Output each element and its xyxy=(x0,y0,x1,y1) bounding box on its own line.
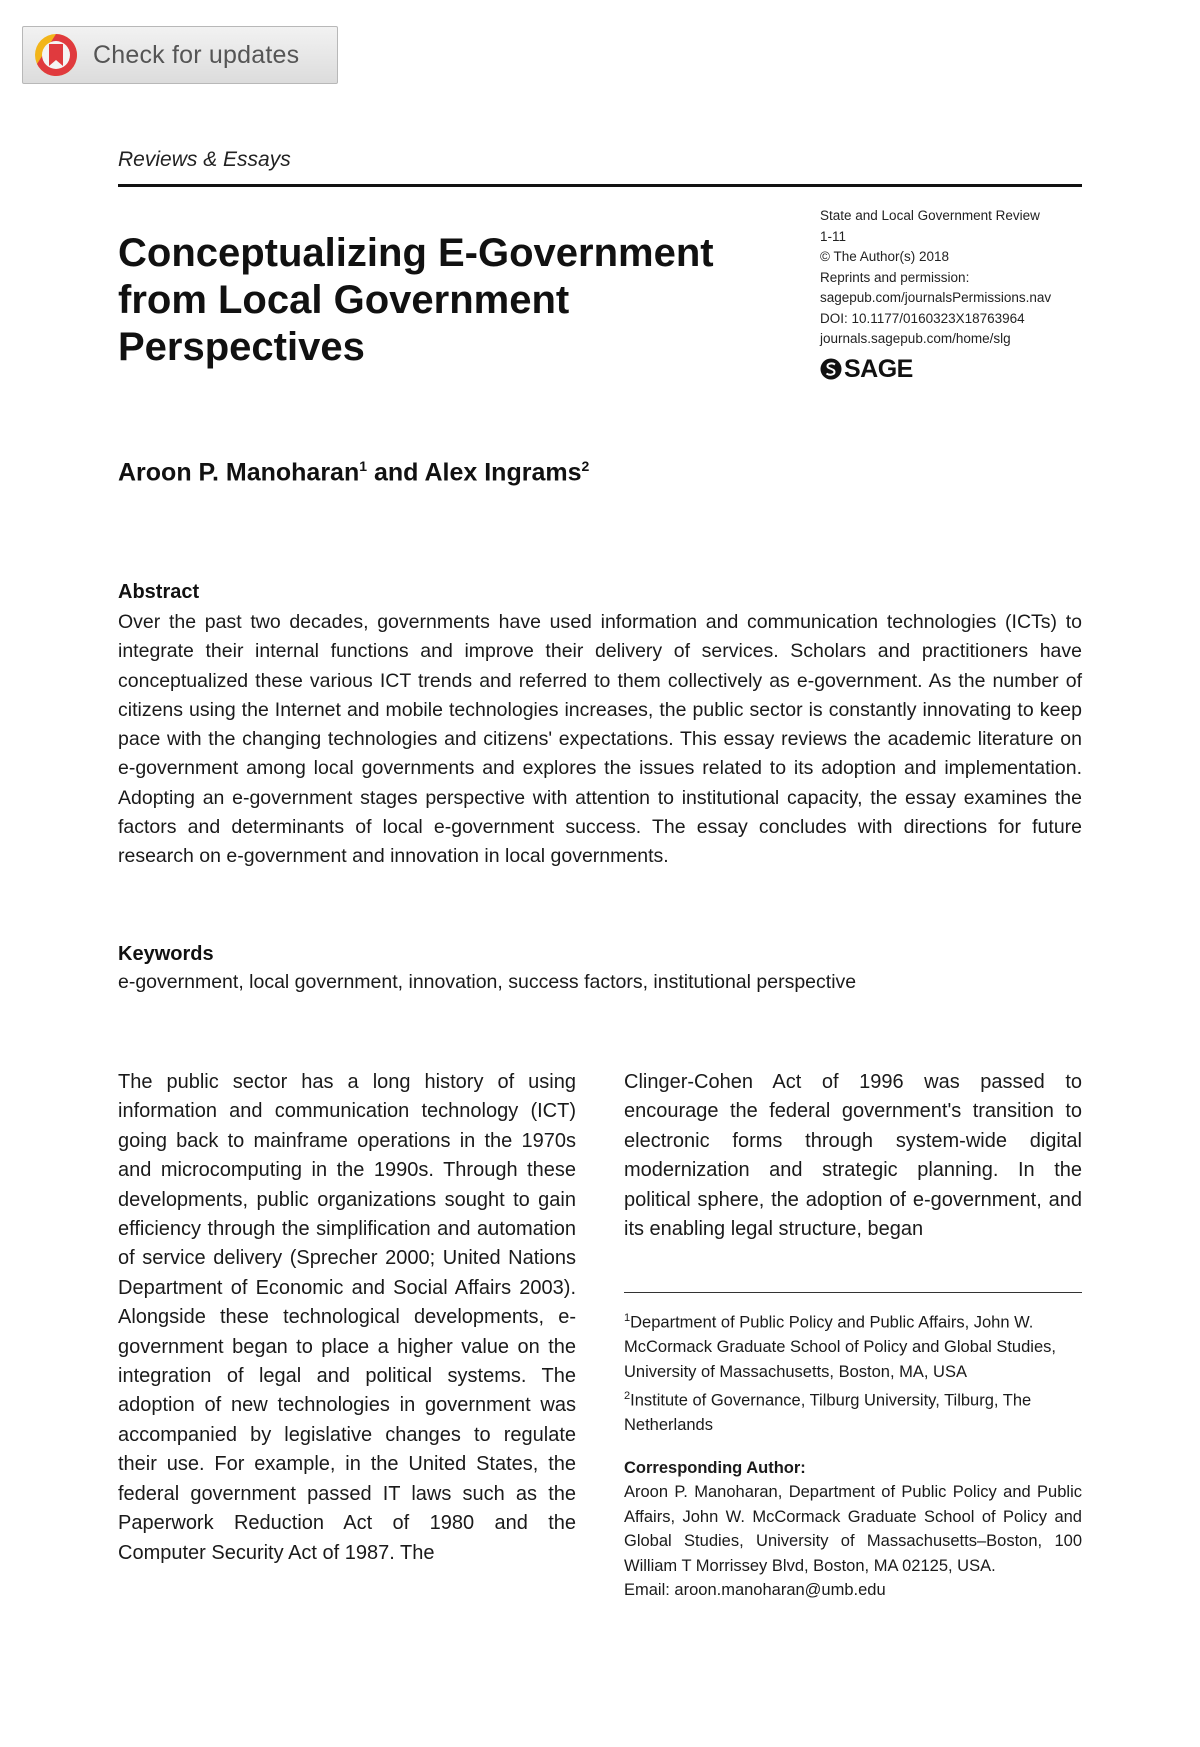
permissions-link[interactable]: sagepub.com/journalsPermissions.nav xyxy=(820,290,1052,305)
keywords-heading: Keywords xyxy=(118,943,214,965)
abstract-text: Over the past two decades, governments have used information and communication technologies (ICTs) to integrate their internal functions and improve their delivery of services. Scholars and practitioners have conceptualized these various ICT trends and referred to them collectively as e-government. As the number of citizens using the Internet and mobile technologies increases, the public sector is constantly innovating to keep pace with the changing technologies and citizens' expectations. This essay reviews the academic literature on e-government among local governments and explores the issues related to its adoption and implementation. Adopting an e-government stages perspective with attention to institutional capacity, the essay examines the factors and determinants of local e-government success. The essay concludes with directions for future research on e-government and innovation in local governments. xyxy=(118,611,1082,868)
header-rule xyxy=(118,184,1082,187)
check-for-updates-button[interactable] xyxy=(22,26,338,84)
author-conjunction: and xyxy=(374,458,419,487)
bookmark-update-icon xyxy=(33,32,79,78)
abstract-heading: Abstract xyxy=(118,581,200,603)
journal-home-link[interactable]: journals.sagepub.com/home/slg xyxy=(820,331,1011,346)
author-line xyxy=(118,458,589,487)
footnote-marker: 2 xyxy=(624,1390,631,1402)
author-name: Aroon P. Manoharan xyxy=(118,458,360,487)
footnotes xyxy=(624,1306,1082,1603)
check-for-updates-label: Check for updates xyxy=(93,40,300,69)
title-line: Perspectives xyxy=(118,325,365,369)
title-line: Conceptualizing E-Government xyxy=(118,231,714,275)
article-title xyxy=(118,230,808,371)
sage-disc-icon xyxy=(820,358,842,380)
footnote-2 xyxy=(624,1384,1082,1438)
keywords-text: e-government, local government, innovation, success factors, institutional perspective xyxy=(118,971,857,993)
footnote-rule xyxy=(624,1292,1082,1293)
affiliation-marker: 1 xyxy=(359,458,368,474)
footnote-marker: 1 xyxy=(624,1312,631,1324)
affiliation-marker: 2 xyxy=(581,458,590,474)
corresponding-author-address: Aroon P. Manoharan, Department of Public Policy and Public Affairs, John W. McCormack Graduate School of Policy and Global Studies, University of Massachusetts–Boston, 100 William T Morrissey Blvd, Boston, MA 02125, USA. xyxy=(624,1483,1082,1575)
journal-metadata xyxy=(820,206,1090,350)
journal-name: State and Local Government Review xyxy=(820,208,1040,223)
corresponding-author-heading: Corresponding Author: xyxy=(624,1458,806,1477)
footnote-text: Institute of Governance, Tilburg University, Tilburg, The Netherlands xyxy=(624,1391,1032,1434)
footnote-1 xyxy=(624,1306,1082,1384)
doi[interactable]: DOI: 10.1177/0160323X18763964 xyxy=(820,310,1025,326)
corresponding-author-email[interactable]: Email: aroon.manoharan@umb.edu xyxy=(624,1581,886,1599)
body-column-right: Clinger-Cohen Act of 1996 was passed to encourage the federal government's transition to electronic forms through system-wide digital modernization and strategic planning. In the political sphere, the adoption of e-government, and its enabling legal structure, began xyxy=(624,1071,1082,1241)
section-label: Reviews & Essays xyxy=(118,148,291,171)
body-column-left: The public sector has a long history of using information and communication technology (ICT) going back to mainframe operations in the 1970s and microcomputing in the 1990s. Through these developments, public organizations sought to gain efficiency through the simplification and automation of service delivery (Sprecher 2000; United Nations Department of Economic and Social Affairs 2003). Alongside these technological developments, e-government began to place a higher value on the integration of legal and political systems. The adoption of new technologies in government was accompanied by legislative changes to regulate their use. For example, in the United States, the federal government passed IT laws such as the Paperwork Reduction Act of 1980 and the Computer Security Act of 1987. The xyxy=(118,1071,576,1564)
page-range: 1-11 xyxy=(820,228,847,244)
sage-wordmark: SAGE xyxy=(844,354,913,383)
sage-logo xyxy=(820,354,913,384)
author-name: Alex Ingrams xyxy=(424,458,582,487)
title-line: from Local Government xyxy=(118,278,570,322)
footnote-text: Department of Public Policy and Public Affairs, John W. McCormack Graduate School of Policy and Global Studies, University of Massachusetts, Boston, MA, USA xyxy=(624,1313,1056,1381)
reprints-label: Reprints and permission: xyxy=(820,269,970,285)
copyright: © The Author(s) 2018 xyxy=(820,249,950,264)
